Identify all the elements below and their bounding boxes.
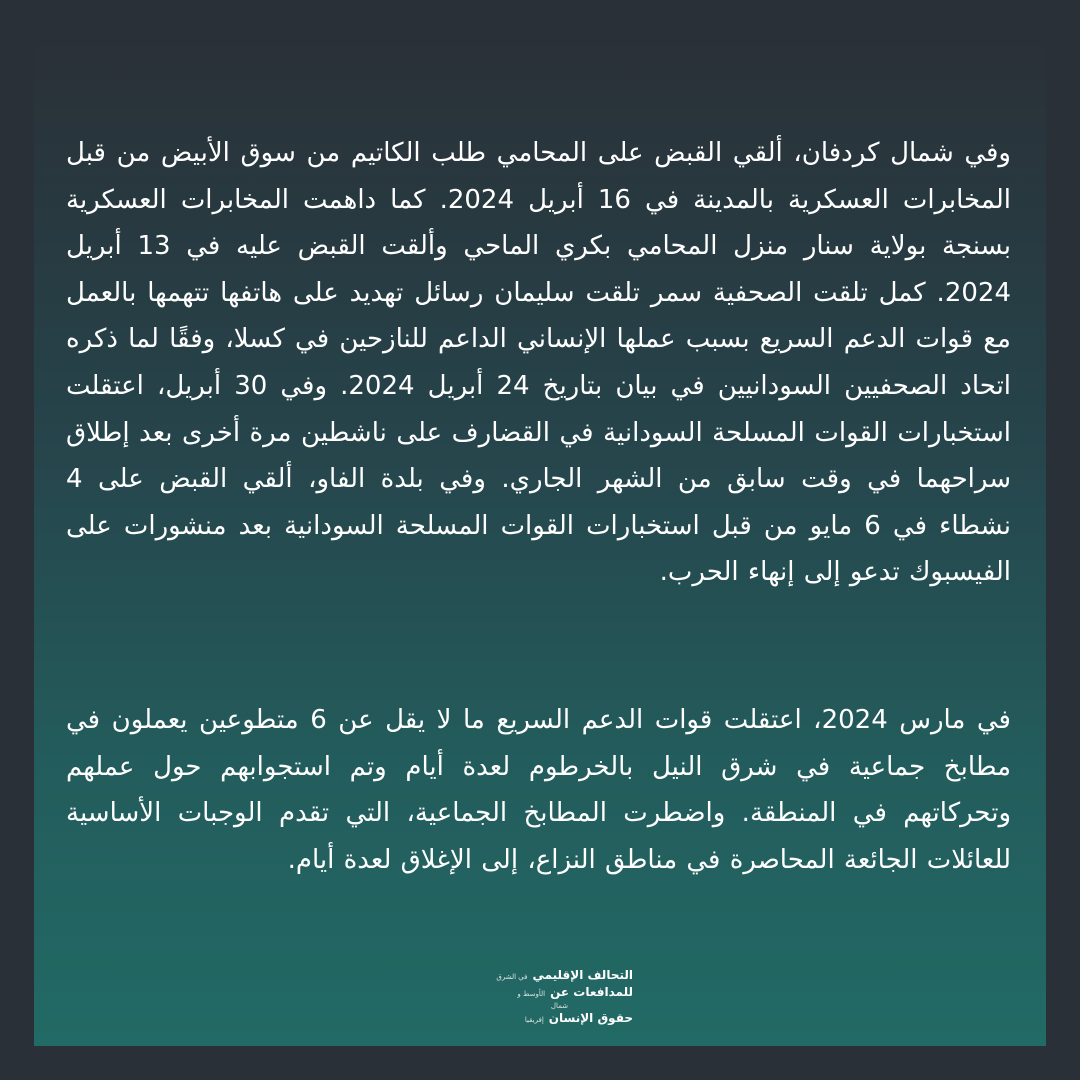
body-paragraph-1: وفي شمال كردفان، ألقي القبض على المحامي طلب الكاتيم من سوق الأبيض من قبل المخابرات العسكرية بالمدينة في 16 أبريل 2024. كما داهمت المخابرات العسكرية بسنجة بولاية سنار منزل المحامي بكري الماحي وألقت القبض عليه في 13 أبريل 2024. كمل تلقت الصحفية سمر تلقت سليمان رسائل تهديد على هاتفها تتهمها بالعمل مع قوات الدعم السريع بسبب عملها الإنساني الداعم للنازحين في كسلا، وفقًا لما ذكره اتحاد الصحفيين السودانيين في بيان بتاريخ 24 أبريل 2024. وفي 30 أبريل، اعتقلت استخبارات القوات المسلحة السودانية في القضارف على ناشطين مرة أخرى بعد إطلاق سراحهما في وقت سابق من الشهر الجاري. وفي بلدة الفاو، ألقي القبض على 4 نشطاء في 6 مايو من قبل استخبارات القوات المسلحة السودانية بعد منشورات على الفيسبوك تدعو إلى إنهاء الحرب. — [66, 138, 1012, 588]
logo-line-1 — [447, 968, 633, 985]
logo-line-4 — [447, 1011, 633, 1028]
content-panel — [34, 34, 1046, 1046]
logo-subtext: شمال — [550, 1002, 568, 1010]
body-paragraph-2: في مارس 2024، اعتقلت قوات الدعم السريع ما لا يقل عن 6 متطوعين يعملون في مطابخ جماعية في شرق النيل بالخرطوم لعدة أيام وتم استجوابهم حول عملهم وتحركاتهم في المنطقة. واضطرت المطابخ الجماعية، التي تقدم الوجبات الأساسية للعائلات الجائعة المحاصرة في مناطق النزاع، إلى الإغلاق لعدة أيام. — [66, 705, 1011, 875]
logo-subtext: الأوسط و — [517, 990, 546, 998]
logo-line-3 — [447, 1002, 633, 1011]
logo-text: للمدافعات عن — [550, 985, 633, 999]
logo-text: حقوق الإنسان — [548, 1011, 633, 1025]
logo-line-2 — [447, 985, 633, 1002]
organization-logo — [447, 968, 633, 1028]
logo-text: التحالف الإقليمي — [532, 968, 633, 982]
logo-subtext: إفريقيا — [524, 1016, 544, 1024]
logo-subtext: في الشرق — [496, 973, 528, 981]
